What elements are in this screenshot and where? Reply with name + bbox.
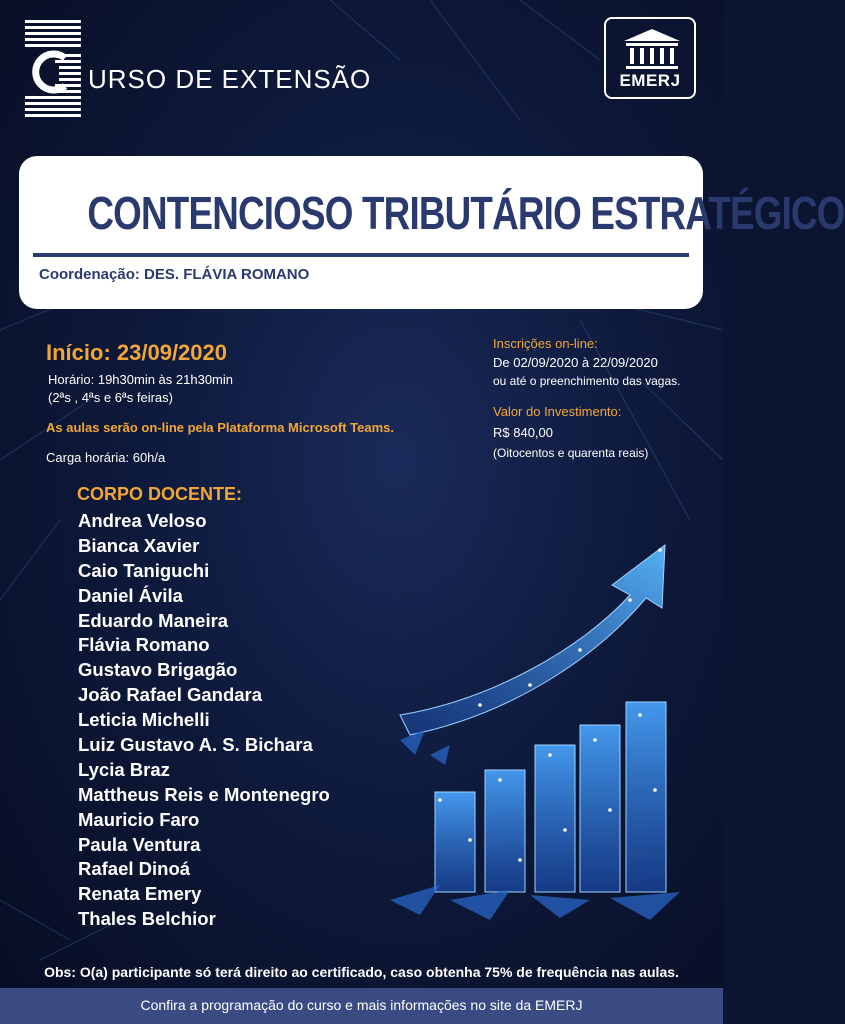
class-time: Horário: 19h30min às 21h30min: [48, 372, 233, 387]
growth-bar: [535, 745, 575, 892]
faculty-title: CORPO DOCENTE:: [77, 484, 243, 504]
online-platform-note: As aulas serão on-line pela Plataforma Microsoft Teams.: [46, 420, 394, 435]
start-date: Início: 23/09/2020: [46, 340, 227, 365]
coordination-label: Coordenação:: [39, 266, 140, 283]
growth-arrow: [400, 545, 665, 735]
faculty-member: Andrea Veloso: [78, 510, 207, 531]
faculty-member: Lycia Braz: [78, 758, 170, 780]
faculty-member: Luiz Gustavo A. S. Bichara: [78, 734, 313, 756]
faculty-member: João Rafael Gandara: [78, 684, 263, 706]
course-title: CONTENCIOSO TRIBUTÁRIO ESTRATÉGICO: [87, 187, 845, 239]
faculty-member: Leticia Michelli: [78, 709, 210, 731]
faculty-member: Rafael Dinoá: [78, 858, 191, 880]
workload: Carga horária: 60h/a: [46, 450, 166, 465]
emerj-logo-text: EMERJ: [619, 71, 681, 90]
class-days: (2ªs , 4ªs e 6ªs feiras): [48, 390, 173, 405]
investment-label: Valor do Investimento:: [493, 404, 622, 419]
registration-label: Inscrições on-line:: [493, 336, 598, 351]
faculty-member: Flávia Romano: [78, 634, 210, 656]
faculty-member: Caio Taniguchi: [78, 559, 210, 581]
emerj-logo: [604, 17, 696, 99]
coordination-line: [39, 266, 309, 283]
faculty-member: Eduardo Maneira: [78, 609, 229, 631]
faculty-member: Gustavo Brigagão: [78, 659, 238, 681]
course-c-logo-icon: [25, 20, 81, 120]
coordinator-name: DES. FLÁVIA ROMANO: [144, 266, 310, 283]
growth-bar: [626, 702, 666, 892]
course-type-title: URSO DE EXTENSÃO: [88, 64, 372, 94]
faculty-member: Mattheus Reis e Montenegro: [78, 783, 330, 805]
courthouse-icon: [606, 23, 698, 75]
faculty-member: Mauricio Faro: [78, 808, 200, 830]
footer-bar: [0, 988, 723, 1024]
price: R$ 840,00: [493, 425, 553, 440]
faculty-member: Paula Ventura: [78, 833, 201, 855]
registration-note: ou até o preenchimento das vagas.: [493, 374, 681, 388]
faculty-member: Bianca Xavier: [78, 534, 200, 556]
faculty-member: Thales Belchior: [78, 908, 216, 930]
growth-chart-illustration: [380, 540, 723, 925]
title-card: [19, 156, 845, 309]
certificate-note: Obs: O(a) participante só terá direito ao certificado, caso obtenha 75% de frequência nas aulas.: [44, 964, 679, 980]
growth-bar: [485, 770, 525, 892]
faculty-member: Daniel Ávila: [78, 584, 183, 606]
faculty-member: Renata Emery: [78, 883, 202, 905]
footer-info: Confira a programação do curso e mais informações no site da EMERJ: [140, 997, 583, 1013]
faculty-list: [78, 509, 330, 932]
price-in-words: (Oitocentos e quarenta reais): [493, 446, 649, 460]
growth-bar: [580, 725, 620, 892]
title-divider: [33, 253, 689, 257]
registration-dates: De 02/09/2020 à 22/09/2020: [493, 355, 658, 370]
growth-bar: [435, 792, 475, 892]
